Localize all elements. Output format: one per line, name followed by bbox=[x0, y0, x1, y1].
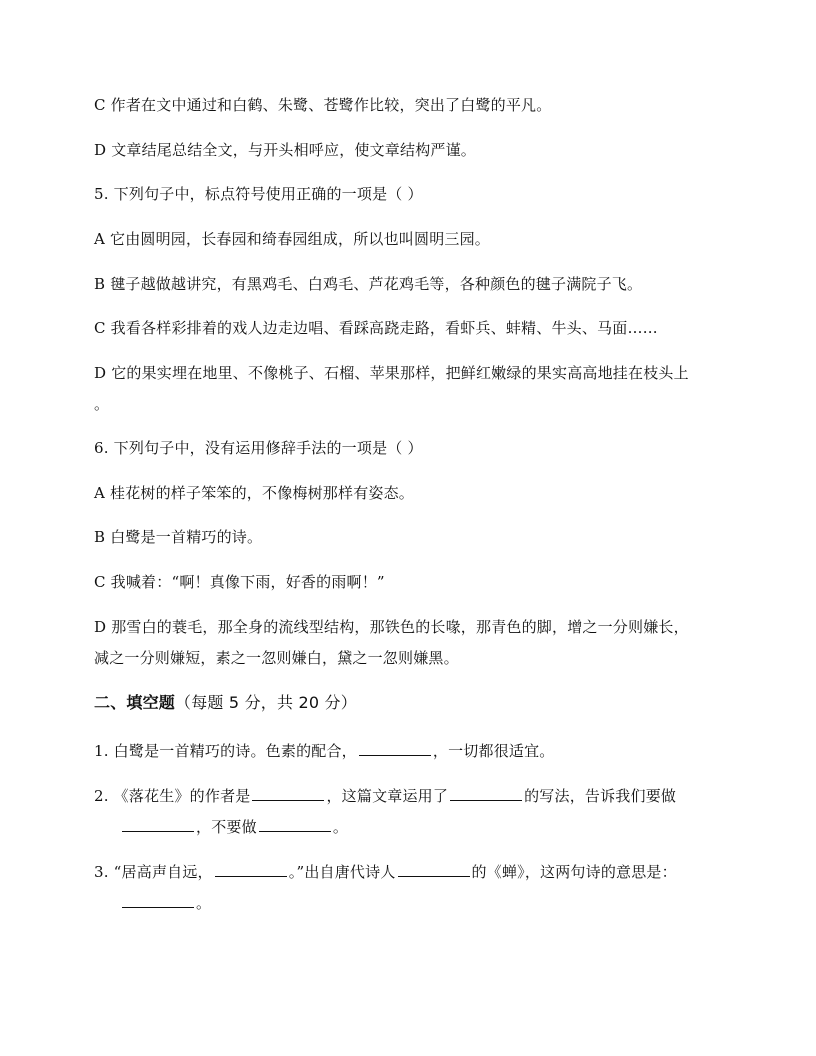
q5-option-b: B 毽子越做越讲究，有黑鸡毛、白鸡毛、芦花鸡毛等，各种颜色的毽子满院子飞。 bbox=[94, 275, 643, 293]
q5-option-d-line2: 。 bbox=[94, 395, 110, 413]
q5-stem: 5. 下列句子中，标点符号使用正确的一项是（ ） bbox=[94, 185, 423, 203]
q6-option-c: C 我喊着：“啊！真像下雨，好香的雨啊！” bbox=[94, 573, 385, 591]
fill-q1-text-b: ，一切都很适宜。 bbox=[432, 742, 555, 760]
fill-q2-text-b: ，这篇文章运用了 bbox=[326, 787, 449, 805]
fill-q1 bbox=[94, 741, 555, 761]
fill-q2-blank-4[interactable] bbox=[259, 817, 331, 832]
fill-q2-text-d: ，不要做 bbox=[196, 818, 257, 836]
q5-option-c: C 我看各样彩排着的戏人边走边唱、看踩高跷走路，看虾兵、蚌精、牛头、马面…… bbox=[94, 319, 658, 337]
fill-q2-text-a: 2. 《落花生》的作者是 bbox=[94, 787, 251, 805]
q6-option-a: A 桂花树的样子笨笨的，不像梅树那样有姿态。 bbox=[94, 484, 415, 502]
q6-option-d-line1: D 那雪白的蓑毛，那全身的流线型结构，那铁色的长喙，那青色的脚，增之一分则嫌长， bbox=[94, 618, 689, 636]
q4-option-c: C 作者在文中通过和白鹤、朱鹭、苍鹭作比较，突出了白鹭的平凡。 bbox=[94, 96, 552, 114]
fill-q2-text-e: 。 bbox=[332, 818, 349, 836]
fill-q2-line1 bbox=[94, 786, 676, 806]
fill-q3-text-c: 的《蝉》，这两句诗的意思是： bbox=[471, 863, 677, 881]
q6-option-b: B 白鹭是一首精巧的诗。 bbox=[94, 528, 263, 546]
fill-q2-blank-1[interactable] bbox=[252, 786, 324, 801]
q4-option-d: D 文章结尾总结全文，与开头相呼应，使文章结构严谨。 bbox=[94, 141, 476, 159]
fill-q2-blank-3[interactable] bbox=[122, 817, 194, 832]
section-note: （每题 5 分，共 20 分） bbox=[175, 693, 357, 712]
section-title: 二、填空题 bbox=[94, 693, 176, 712]
fill-q3-text-b: 。”出自唐代诗人 bbox=[288, 863, 396, 881]
fill-q1-blank[interactable] bbox=[359, 741, 431, 756]
fill-q2-text-c: 的写法，告诉我们要做 bbox=[524, 787, 677, 805]
fill-q3-line1 bbox=[94, 862, 677, 882]
fill-q2-line2 bbox=[122, 817, 348, 837]
fill-q2-blank-2[interactable] bbox=[450, 786, 522, 801]
q5-option-d-line1: D 它的果实埋在地里、不像桃子、石榴、苹果那样，把鲜红嫩绿的果实高高地挂在枝头上 bbox=[94, 364, 689, 382]
fill-q1-text-a: 1. 白鹭是一首精巧的诗。色素的配合， bbox=[94, 742, 357, 760]
fill-q3-text-d: 。 bbox=[196, 894, 212, 912]
q6-option-d-line2: 减之一分则嫌短，素之一忽则嫌白，黛之一忽则嫌黑。 bbox=[94, 649, 459, 667]
q5-option-a: A 它由圆明园，长春园和绮春园组成，所以也叫圆明三园。 bbox=[94, 230, 491, 248]
q6-stem: 6. 下列句子中，没有运用修辞手法的一项是（ ） bbox=[94, 439, 423, 457]
fill-q3-blank-2[interactable] bbox=[398, 862, 470, 877]
fill-q3-text-a: 3. “居高声自远， bbox=[94, 863, 213, 881]
section-title-fill-blank bbox=[94, 693, 357, 713]
fill-q3-blank-1[interactable] bbox=[215, 862, 287, 877]
fill-q3-blank-3[interactable] bbox=[122, 893, 194, 908]
fill-q3-line2 bbox=[122, 893, 211, 913]
